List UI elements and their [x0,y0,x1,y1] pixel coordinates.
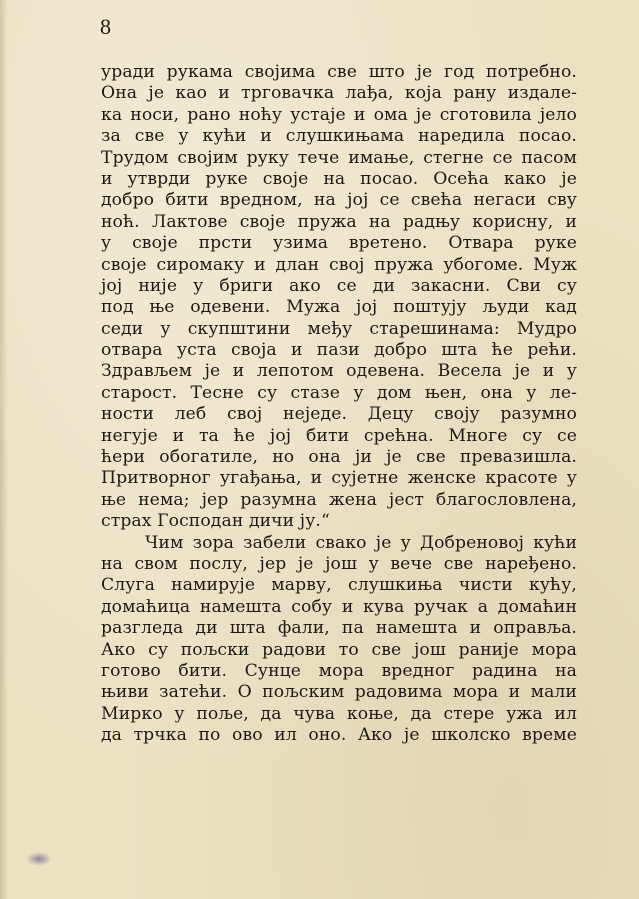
text-line: и утврди руке своје на посао. Осећа како је [101,168,577,189]
text-line: ћери обогатиле, но она ји је све превазишла. [101,447,577,468]
text-line: Притворног угађања, и сујетне женске красоте у [101,468,577,489]
text-line-paragraph-end: страх Господан дичи ју.“ [101,511,330,532]
page-number: 8 [100,14,111,39]
text-line-paragraph-start: Чим зора забели свако је у Добреновој кући [145,532,577,553]
text-line: ности леб свој неједе. Децу своју разумно [101,404,577,425]
text-line: седи у скупштини међу старешинама: Мудро [101,318,577,339]
ink-smudge [26,852,52,866]
text-line: Слуга намирује марву, слушкиња чисти кућу, [101,575,577,596]
body-text [101,62,577,747]
text-line: готово бити. Сунце мора вредног радина на [101,660,577,681]
text-line: ње нема; јер разумна жена јест благословлена, [101,489,577,510]
text-line: на свом послу, јер је још у вече све наређено. [101,553,577,574]
text-line: разгледа ди шта фали, па намешта и оправља. [101,618,577,639]
text-line: своје сиромаку и длан свој пружа убогоме. Муж [101,254,577,275]
text-line: Ако су пољски радови то све још раније мора [101,639,577,660]
text-line: уради рукама својима све што је год потребно. [101,62,577,82]
text-line: њиви затећи. О пољским радовима мора и мали [101,682,577,703]
text-line: јој није у бриги ако се ди закасни. Сви су [101,275,577,296]
text-line: домаћица намешта собу и кува ручак а домаћин [101,596,577,617]
text-line: за све у кући и слушкињама наредила посао. [101,126,577,147]
text-line: ка носи, рано ноћу устаје и ома је сготовила јело [101,104,577,125]
text-line: Здрављем је и лепотом одевена. Весела је и у [101,361,577,382]
text-line: под ње одевени. Мужа јој поштују људи кад [101,297,577,318]
text-line: Мирко у поље, да чува коње, да стере ужа ил [101,703,577,724]
text-line: старост. Тесне су стазе у дом њен, она у ле- [101,382,577,403]
text-line: добро бити вредном, на јој се свећа негаси сву [101,190,577,211]
text-line: ноћ. Лактове своје пружа на радњу корисну, и [101,211,577,232]
text-line: отвара уста своја и пази добро шта ће рећи. [101,340,577,361]
text-line: Она је као и трговачка лађа, која рану издале- [101,83,577,104]
text-line: негује и та ће јој бити срећна. Многе су се [101,425,577,446]
text-line: Трудом својим руку тече имање, стегне се пасом [101,147,577,168]
page-fold-shadow [0,0,8,899]
text-line: да трчка по ово ил оно. Ако је школско време [101,725,577,746]
text-line: у своје прсти узима вретено. Отвара руке [101,233,577,254]
